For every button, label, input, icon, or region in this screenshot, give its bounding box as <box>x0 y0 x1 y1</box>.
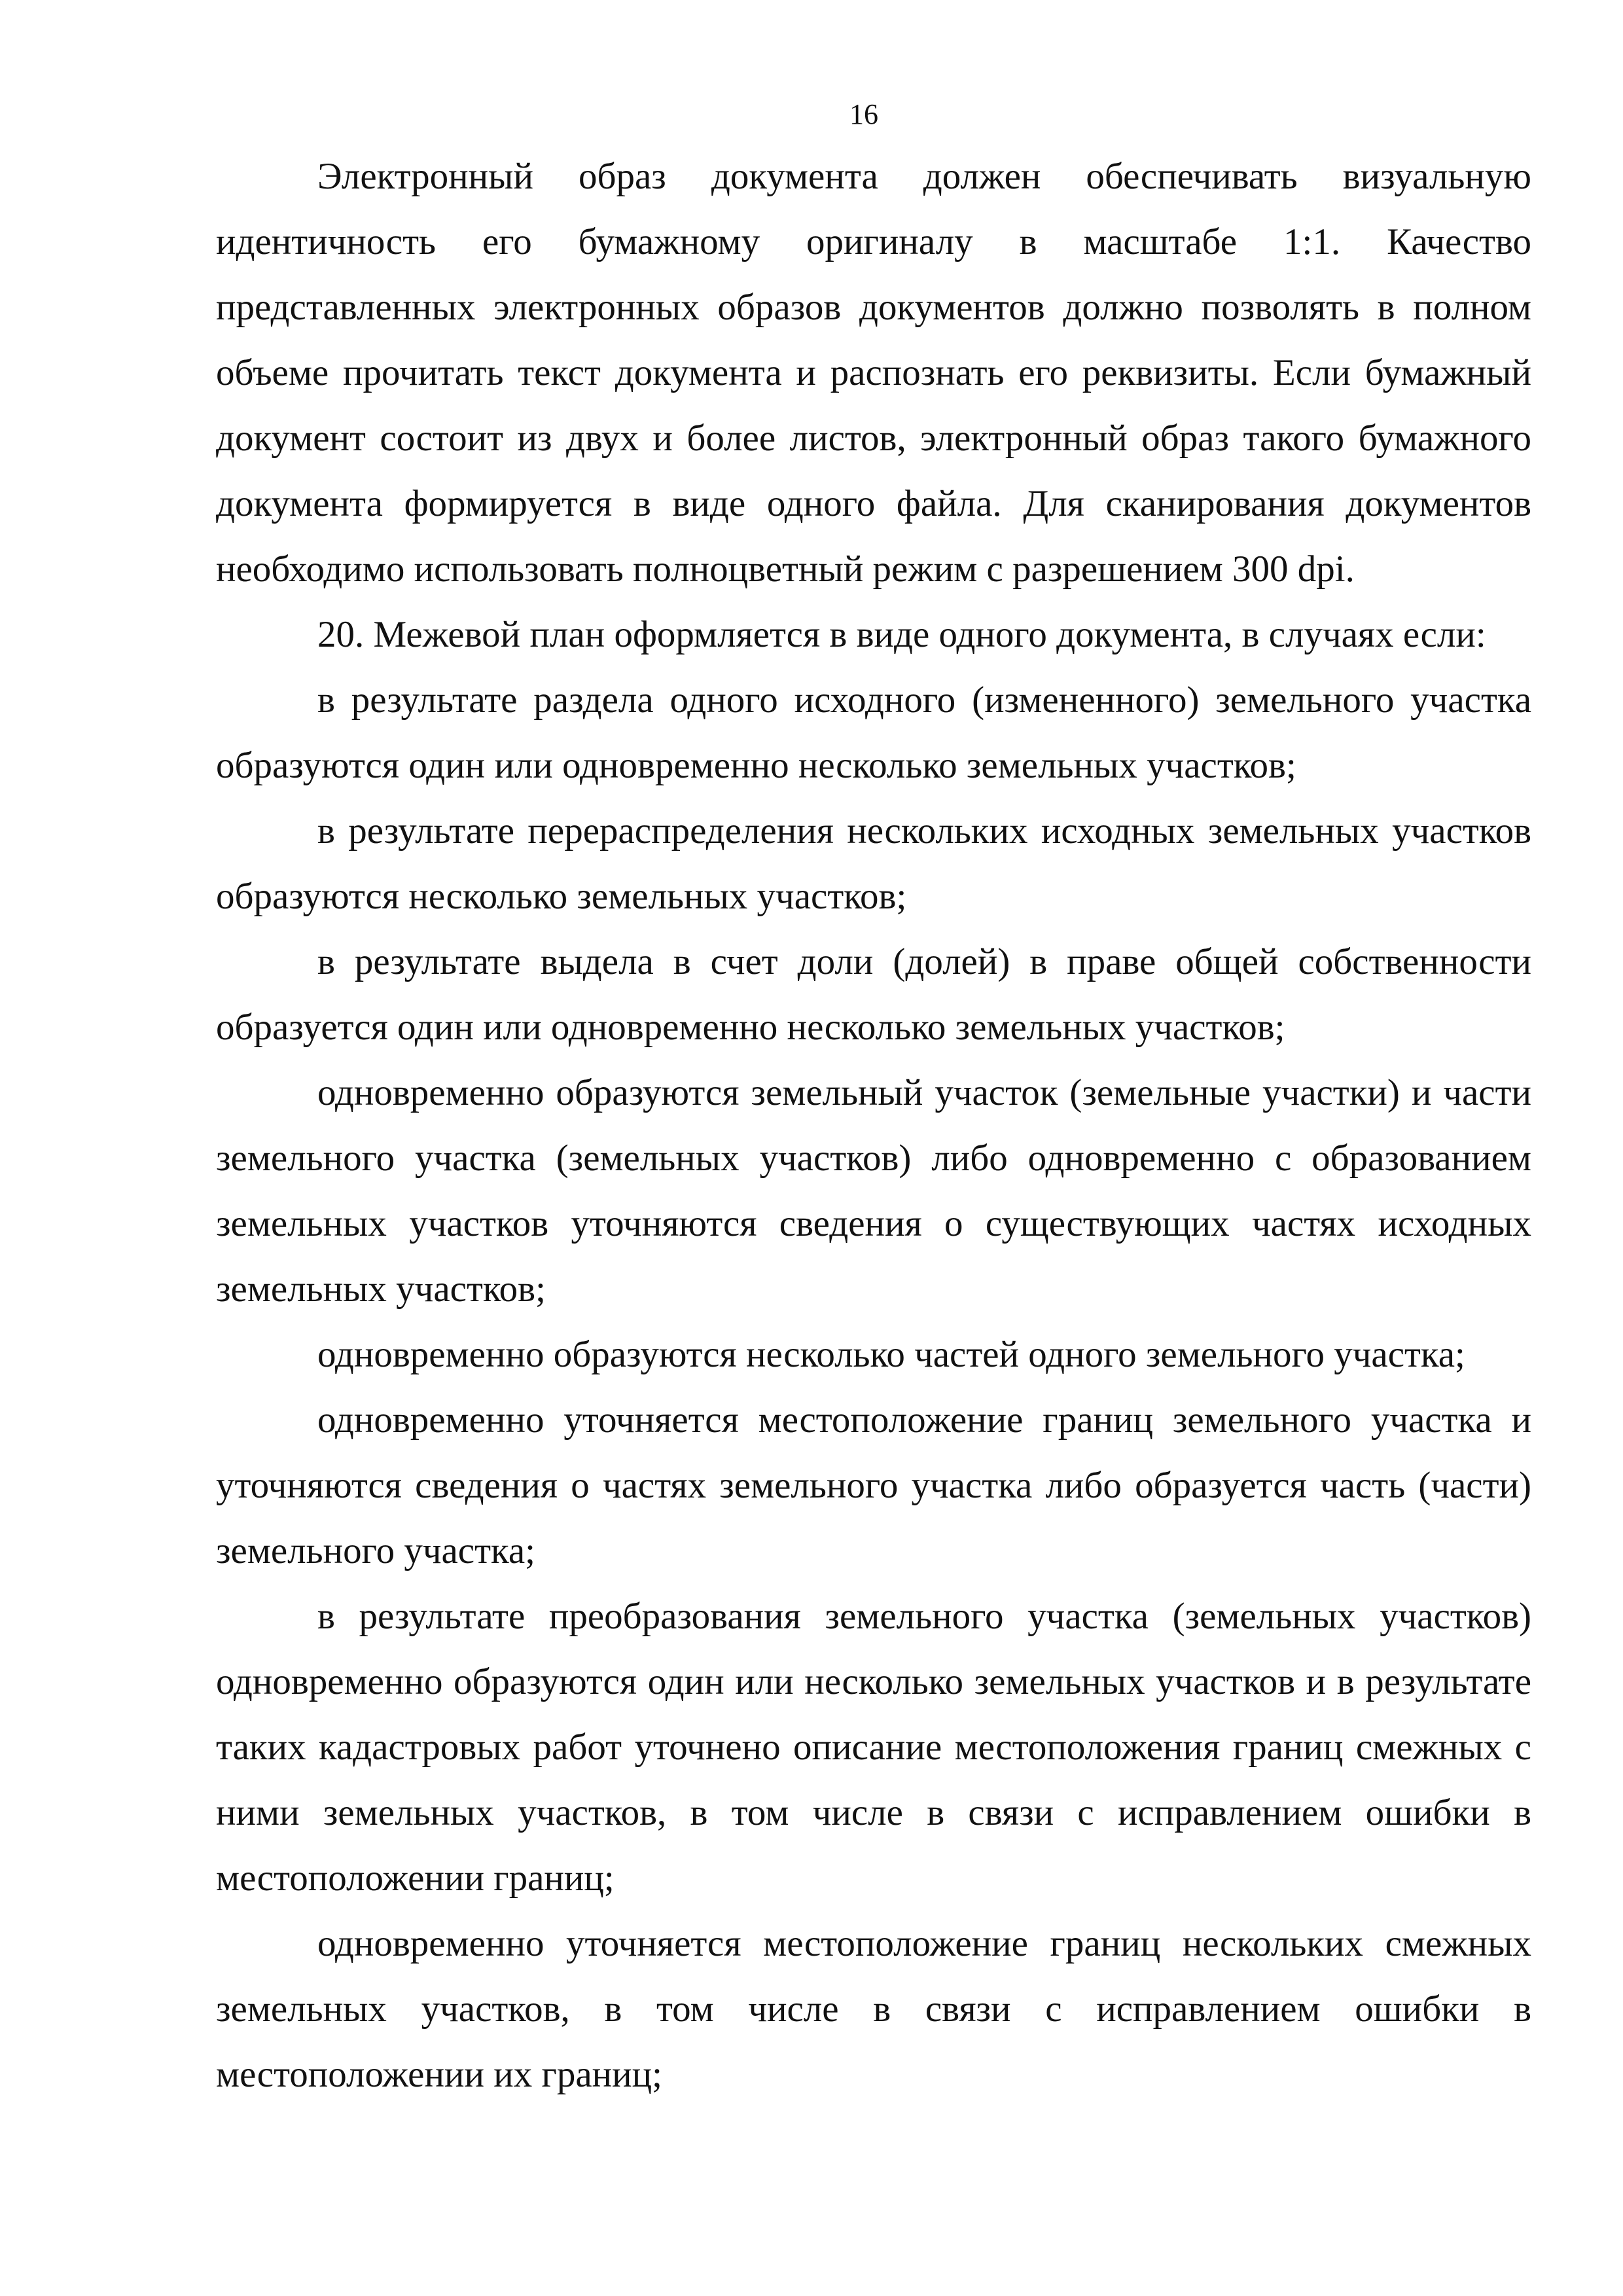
document-body <box>216 144 1531 2108</box>
page-number: 16 <box>849 98 878 130</box>
paragraph-case-transformation: в результате преобразования земельного участка (земельных участков) одновременно образуются один или несколько земельных участков и в результате таких кадастровых работ уточнено описание местоположения границ смежных с ними земельных участков, в том числе в связи с исправлением ошибки в местоположении границ; <box>216 1596 1531 1899</box>
paragraph-case-division: в результате раздела одного исходного (измененного) земельного участка образуются один или одновременно несколько земельных участков; <box>216 679 1531 786</box>
paragraph-case-boundary-clarification: одновременно уточняется местоположение границ земельного участка и уточняются сведения о частях земельного участка либо образуется часть (части) земельного участка; <box>216 1399 1531 1571</box>
paragraph-case-several-parts: одновременно образуются несколько частей одного земельного участка; <box>317 1334 1465 1375</box>
paragraph-case-parcel-and-parts: одновременно образуются земельный участок (земельные участки) и части земельного участка (земельных участков) либо одновременно с образованием земельных участков уточняются сведения о существующих частях исходных земельных участков; <box>216 1072 1531 1310</box>
paragraph-case-redistribution: в результате перераспределения нескольких исходных земельных участков образуются несколько земельных участков; <box>216 810 1531 917</box>
paragraph-electronic-image: Электронный образ документа должен обеспечивать визуальную идентичность его бумажному оригиналу в масштабе 1:1. Качество представленных электронных образов документов должно позволять в полном объеме прочитать текст документа и распознать его реквизиты. Если бумажный документ состоит из двух и более листов, электронный образ такого бумажного документа формируется в виде одного файла. Для сканирования документов необходимо использовать полноцветный режим с разрешением 300 dpi. <box>216 156 1531 590</box>
paragraph-item-20: 20. Межевой план оформляется в виде одного документа, в случаях если: <box>317 614 1486 655</box>
paragraph-case-share-allocation: в результате выдела в счет доли (долей) в праве общей собственности образуется один или одновременно несколько земельных участков; <box>216 941 1531 1048</box>
paragraph-case-adjacent-boundaries: одновременно уточняется местоположение границ нескольких смежных земельных участков, в том числе в связи с исправлением ошибки в местоположении их границ; <box>216 1923 1531 2095</box>
